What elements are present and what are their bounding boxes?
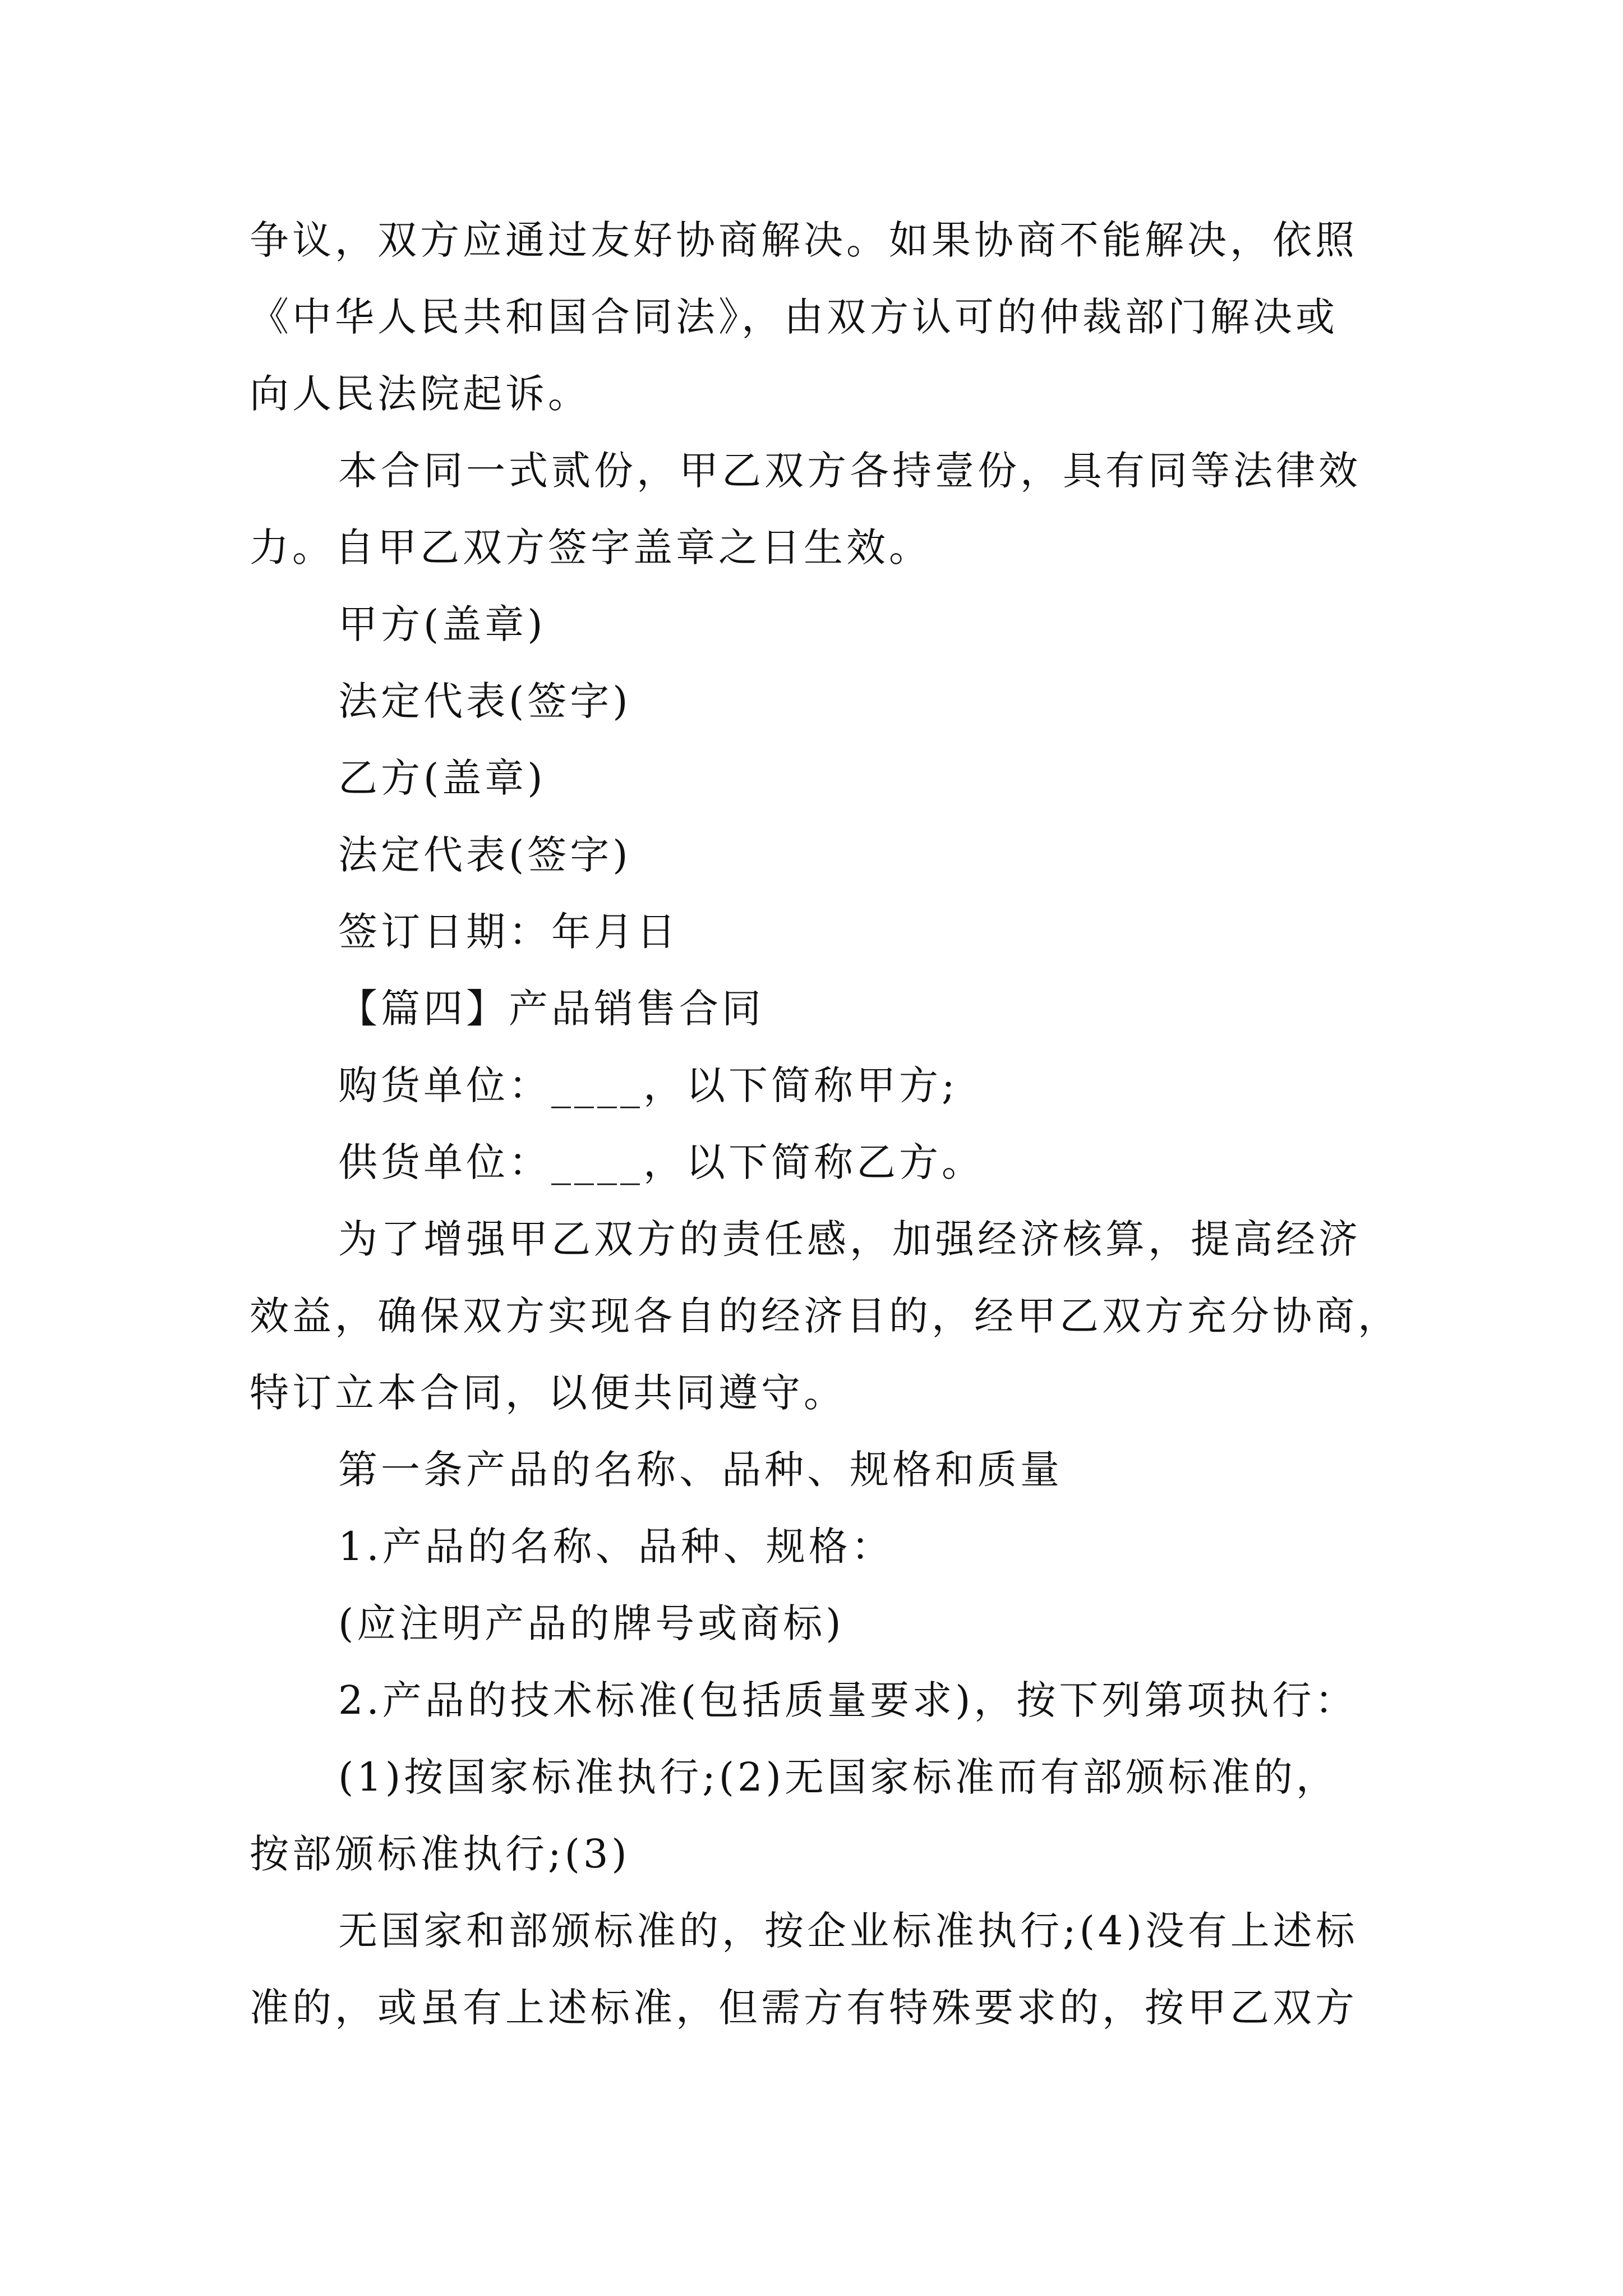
text-line-15: 效益，确保双方实现各自的经济目的，经甲乙双方充分协商， (250, 1293, 1400, 1339)
text-line-04: 本合同一式贰份，甲乙双方各持壹份，具有同等法律效 (338, 448, 1361, 494)
text-line-23: 无国家和部颁标准的，按企业标准执行;(4)没有上述标 (338, 1908, 1358, 1954)
text-line-21: (1)按国家标准执行;(2)无国家标准而有部颁标准的， (338, 1754, 1339, 1800)
party-b-representative-line: 法定代表(签字) (338, 832, 631, 878)
text-line-22: 按部颁标准执行;(3) (250, 1831, 630, 1877)
signing-date-line: 签订日期：年月日 (338, 909, 679, 955)
text-line-14: 为了增强甲乙双方的责任感，加强经济核算，提高经济 (338, 1216, 1361, 1262)
party-a-seal-line: 甲方(盖章) (338, 601, 546, 647)
section-heading: 【篇四】产品销售合同 (338, 986, 764, 1032)
text-line-03: 向人民法院起诉。 (250, 371, 591, 417)
document-body (250, 202, 1400, 2046)
supplier-line: 供货单位：____，以下简称乙方。 (338, 1139, 984, 1185)
text-line-01: 争议，双方应通过友好协商解决。如果协商不能解决，依照 (250, 217, 1358, 263)
party-a-representative-line: 法定代表(签字) (338, 678, 631, 724)
text-line-18: 1.产品的名称、品种、规格： (338, 1524, 894, 1570)
buyer-line: 购货单位：____，以下简称甲方; (338, 1062, 958, 1108)
text-line-02: 《中华人民共和国合同法》，由双方认可的仲裁部门解决或 (250, 294, 1338, 340)
text-line-05: 力。自甲乙双方签字盖章之日生效。 (250, 524, 932, 570)
text-line-16: 特订立本合同，以便共同遵守。 (250, 1370, 846, 1416)
party-b-seal-line: 乙方(盖章) (338, 755, 546, 801)
article-one-heading: 第一条产品的名称、品种、规格和质量 (338, 1447, 1063, 1493)
text-line-24: 准的，或虽有上述标准，但需方有特殊要求的，按甲乙双方 (250, 1985, 1358, 2031)
text-line-19: (应注明产品的牌号或商标) (338, 1600, 845, 1646)
text-line-20: 2.产品的技术标准(包括质量要求)，按下列第项执行： (338, 1677, 1358, 1723)
